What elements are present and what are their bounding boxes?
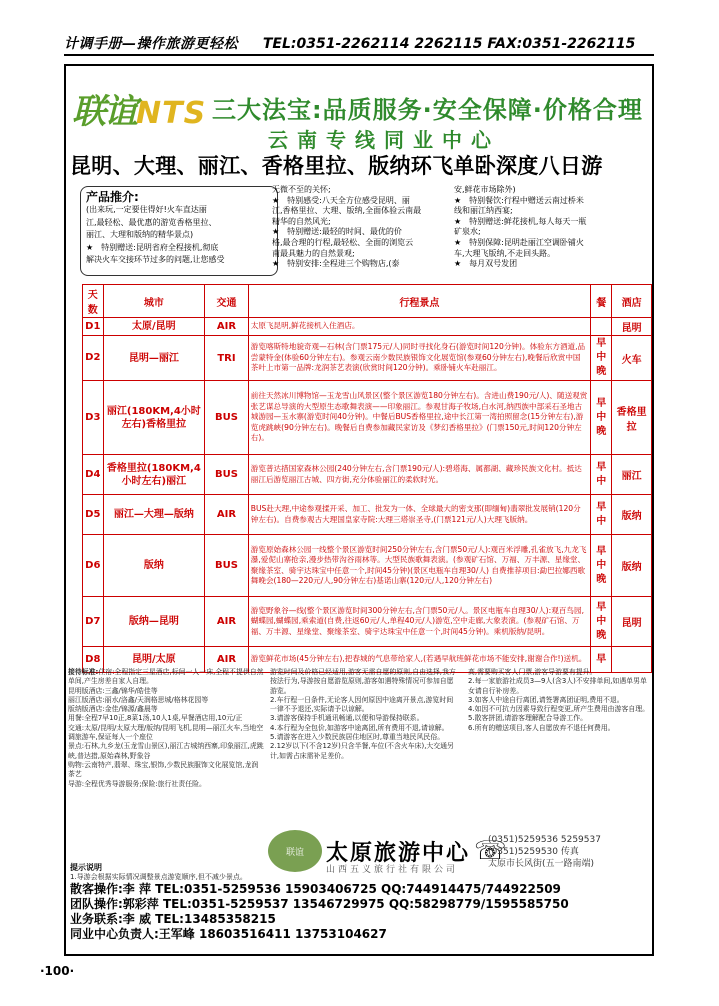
notes-section bbox=[68, 668, 652, 830]
intro-line: ★ 特别赠送:昆明省府全程接机,彻底 bbox=[86, 242, 219, 252]
day-cell: D5 bbox=[83, 495, 104, 535]
feature-line: ★ 特别保障:昆明赴丽江空调卧铺火 bbox=[454, 237, 584, 247]
center-subtitle: 云南专线同业中心 bbox=[268, 128, 500, 152]
note-paragraph bbox=[468, 677, 652, 696]
day-cell: D2 bbox=[83, 336, 104, 381]
feature-line: ★ 特别感受:八天全方位感受昆明、丽 bbox=[272, 195, 410, 205]
features-column-3 bbox=[454, 185, 650, 270]
center-name: 太原旅游中心 bbox=[326, 841, 471, 866]
intro-heading: 产品推介: bbox=[86, 190, 139, 204]
header-title: 计调手册—操作旅游更轻松 bbox=[64, 36, 238, 52]
note-paragraph bbox=[468, 714, 652, 723]
day-cell: D6 bbox=[83, 535, 104, 597]
intro-line: 丽江、大理和版纳的精华景点) bbox=[86, 230, 194, 239]
hotel-cell: 昆明 bbox=[612, 318, 652, 336]
note-paragraph bbox=[68, 687, 264, 696]
note-text: 交通:太原/昆明/太原大理/版纳/昆明飞机,昆明—丽江火车,当地空调旅游车,保证每人一个座位 bbox=[68, 723, 264, 742]
city-cell: 丽江—大理—版纳 bbox=[103, 495, 205, 535]
intro-line: 解决火车交接环节过多的问题,让您感受 bbox=[86, 255, 225, 264]
feature-line: 南最具魅力的自然景观; bbox=[272, 248, 355, 258]
center-contact-line: 太原市长风街(五一路南端) bbox=[488, 859, 595, 869]
center-subname: 山西五义旅行社有限公司 bbox=[326, 865, 459, 875]
day-cell: D1 bbox=[83, 318, 104, 336]
meal-cell: 早中 bbox=[591, 455, 612, 495]
feature-line: 矿泉水; bbox=[454, 227, 481, 237]
day-cell: D8 bbox=[83, 647, 104, 673]
feature-line: 安,鲜花市场除外) bbox=[454, 185, 516, 194]
center-contact-line: (0351)5259530 传真 bbox=[488, 847, 579, 857]
note-paragraph bbox=[270, 714, 460, 723]
meal-cell: 早中晚 bbox=[591, 336, 612, 381]
meal-cell: 早中晚 bbox=[591, 381, 612, 455]
product-intro-box bbox=[80, 186, 278, 276]
feature-line: ★ 特别赠送:鲜花接机,每人每天一瓶 bbox=[454, 216, 587, 226]
day-cell: D7 bbox=[83, 597, 104, 647]
transport-cell: AIR bbox=[205, 647, 249, 673]
note-text: 6.所有的赠送项目,客人自愿放弃不退任何费用。 bbox=[468, 723, 615, 732]
header-hotel: 酒店 bbox=[612, 285, 652, 318]
feature-line: ★ 每月双号发团 bbox=[454, 259, 518, 269]
header-meal: 餐 bbox=[591, 285, 612, 318]
meal-cell: 早中晚 bbox=[591, 535, 612, 597]
note-text: 游览时间及价格已经适用,游客无需自愿的原则,自由选择,我方按法行为,导游按自愿游览原则,游客如遇特殊情况可参加自愿游览。 bbox=[270, 668, 456, 695]
table-row bbox=[83, 455, 652, 495]
center-contact-line: (0351)5259536 5259537 bbox=[488, 835, 601, 845]
tour-title: 昆明、大理、丽江、香格里拉、版纳环飞单卧深度八日游 bbox=[70, 154, 603, 178]
logo-en-text: NTS bbox=[136, 96, 207, 131]
header-schedule: 行程景点 bbox=[248, 285, 590, 318]
hotel-cell: 昆明 bbox=[612, 597, 652, 647]
note-paragraph bbox=[270, 696, 460, 715]
schedule-cell: 游览普达措国家森林公园(240分钟左右,含门票190元/人):碧塔海、属都湖、藏珍民族文化村。抵达丽江后游览丽江古城、四方街,充分体验丽江的柔软时光。 bbox=[248, 455, 590, 495]
note-text: 购物:云南特产,翡翠、珠宝,银饰,少数民族服饰文化展览馆,龙润茶艺 bbox=[68, 760, 259, 779]
tips-heading: 提示说明 bbox=[70, 863, 102, 872]
slogan: 三大法宝:品质服务·安全保障·价格合理 bbox=[212, 96, 643, 124]
hotel-cell: 香格里拉 bbox=[612, 381, 652, 455]
table-header-row bbox=[83, 285, 652, 318]
note-text: 昆明版酒店:三鑫/锦华/皓佳等 bbox=[68, 686, 158, 695]
itinerary-table bbox=[82, 284, 652, 673]
meal-cell: 早 bbox=[591, 647, 612, 673]
note-paragraph bbox=[270, 742, 460, 761]
note-text: 4.本行程为全包价,如游客中途离团,所有费用不退,请谅解。 bbox=[270, 723, 449, 732]
contact-line: 团队操作:郭彩萍 TEL:0351-5259537 13546729975 QQ:58298779/1595585750 bbox=[70, 897, 569, 911]
header-transport: 交通 bbox=[205, 285, 249, 318]
page-header bbox=[64, 33, 654, 53]
note-paragraph bbox=[68, 780, 264, 789]
notes-column-1 bbox=[68, 668, 264, 789]
note-text: 5.散客拼团,请游客理解配合导游工作。 bbox=[468, 714, 588, 723]
city-cell: 太原/昆明 bbox=[103, 318, 205, 336]
note-heading: 接待标准: bbox=[68, 668, 99, 676]
feature-line: ★ 特别安排:全程进三个购物店,(泰 bbox=[272, 259, 400, 269]
note-text: 3.请游客保持手机通讯畅通,以便和导游保持联系。 bbox=[270, 714, 424, 723]
schedule-cell: BUS赴大理,中途参观揉开采、加工、批发为一体、全球最大的密支那(即缅甸)翡翠批发展销(120分钟左右)。自费参观古大理国皇家寺院:大理三塔崇圣寺,(门票121元/人)大理飞版纳。 bbox=[248, 495, 590, 535]
note-paragraph bbox=[68, 668, 264, 687]
note-text: 高,需要购买客人门票,游客导游要有提升。 bbox=[468, 668, 597, 676]
table-row bbox=[83, 336, 652, 381]
note-paragraph bbox=[270, 733, 460, 742]
schedule-cell: 前往天然冰川博物馆—玉龙雪山风景区(整个景区游览180分钟左右)。含进山费190元/人)、随送观赏张艺谋总导演的大型原生态歌舞表演——印象丽江。参观甘海子牧场,白水河,纳西族中部采石圣地古城游园—玉水寨(游览时间40分钟)。中餐后BUS香格里拉,途中长江第一湾拍照留念(15分钟左右),游览虎跳峡(90分钟左右)。晚餐后自费参加藏民家访及《梦幻香格里拉》(门票150元,时间120分钟左右)。 bbox=[248, 381, 590, 455]
schedule-cell: 游览喀斯特地貌奇观—石林(含门票175元/人)同时寻找化身石(游览时间120分钟)。体验东方酒道,品尝蒙特金(体验60分钟左右)。参观云南少数民族银饰文化展览馆(参观60分钟左右),晚餐后欣赏中国茶叶上市第一品牌:龙润茶艺表演(欣赏时间120分钟)。乘卧铺火车赴丽江。 bbox=[248, 336, 590, 381]
note-text: 用餐:全程7早10正,8菜1汤,10人1桌,早餐酒店用,10元/正 bbox=[68, 714, 243, 723]
phone-icon: ☏ bbox=[474, 836, 507, 866]
note-paragraph bbox=[68, 724, 264, 743]
note-text: 2.每一家旅游社成员3—9人(含3人)不安排单间,如遇单男单女请自行补房差。 bbox=[468, 677, 647, 695]
feature-line: 无微不至的关怀; bbox=[272, 185, 331, 194]
city-cell: 版纳—昆明 bbox=[103, 597, 205, 647]
schedule-cell: 游览原始森林公园一线整个景区游览时间250分钟左右,含门票50元/人):观百米浮雕,孔雀放飞,九龙飞瀑,爱伲山寨抢亲,漫步热带沟谷雨林等。大型民族歌舞表演。(参观矿石馆、万福、万丰源、星缘堂、聚缘茶室、骑宇达珠宝中任意一个,时间45分钟)(景区电瓶车自理30/人) 自费推荐项目:勐巴拉娜西歌舞晚会(180—220元/人,90分钟左右)基诺山寨(120元/人,120分钟左右) bbox=[248, 535, 590, 597]
city-cell: 香格里拉(180KM,4小时左右)丽江 bbox=[103, 455, 205, 495]
note-paragraph bbox=[68, 696, 264, 705]
transport-cell: BUS bbox=[205, 535, 249, 597]
page-number: ·100· bbox=[40, 964, 75, 978]
feature-line: ★ 特别赠送:最轻的时间、最优的价 bbox=[272, 227, 402, 237]
hotel-cell: 版纳 bbox=[612, 535, 652, 597]
table-row bbox=[83, 597, 652, 647]
notes-column-3 bbox=[468, 668, 652, 733]
table-row bbox=[83, 381, 652, 455]
note-text: 5.请游客在进入少数民族居住地区时,尊重当地民风民俗。 bbox=[270, 733, 445, 742]
meal-cell: 早中 bbox=[591, 495, 612, 535]
transport-cell: BUS bbox=[205, 455, 249, 495]
transport-cell: AIR bbox=[205, 495, 249, 535]
feature-line: 江,香格里拉、大理、版纳,全面体验云南最 bbox=[272, 206, 422, 216]
table-row bbox=[83, 318, 652, 336]
note-text: 版纳版酒店:金佳/锦源/鑫晨等 bbox=[68, 705, 158, 714]
city-cell: 昆明/太原 bbox=[103, 647, 205, 673]
feature-line: 精华的自然风光; bbox=[272, 216, 331, 226]
logo-cn-text: 联谊 bbox=[72, 92, 136, 132]
note-paragraph bbox=[270, 724, 460, 733]
note-paragraph bbox=[68, 714, 264, 723]
schedule-cell: 游览鲜花市场(45分钟左右),把春城的气息带给家人,(若遇早航班鲜花市场不能安排,谢谢合作!)送机。 bbox=[248, 647, 590, 673]
schedule-cell: 游览野象谷—线(整个景区游览时间300分钟左右,含门票50元/人。景区电瓶车自理30/人):观百鸟园,蝴蝶园,蝴蝶园,乘索道(自费,往返60元/人,单程40元/人)游览,空中走廊,大象表演。(参观矿石馆、万福、万丰源、星缘堂、聚缘茶室、骑宇达珠宝中任意一个,时间45分钟)。乘机版纳/昆明。 bbox=[248, 597, 590, 647]
header-phone: TEL:0351-2262114 2262115 FAX:0351-2262115 bbox=[262, 36, 636, 52]
note-text: 2.车行程一日条件,无论客人因何原因中途离开景点,游览时间一律不予退还,实际请予以谅解。 bbox=[270, 695, 454, 714]
header-city: 城市 bbox=[103, 285, 205, 318]
table-row bbox=[83, 535, 652, 597]
meal-cell: 早中晚 bbox=[591, 597, 612, 647]
footer-logo: 联谊 bbox=[268, 830, 322, 872]
schedule-cell: 太原飞昆明,鲜花接机入住酒店。 bbox=[248, 318, 590, 336]
note-paragraph bbox=[468, 696, 652, 705]
feature-line: ★ 特别餐饮:行程中赠送云南过桥米 bbox=[454, 195, 584, 205]
note-text: 丽江版酒店:丽水/洛鑫/天润格思城/格林花园等 bbox=[68, 695, 209, 704]
contact-line: 散客操作:李 萍 TEL:0351-5259536 15903406725 QQ:744914475/744922509 bbox=[70, 882, 561, 896]
note-paragraph bbox=[68, 742, 264, 761]
contact-line: 业务联系:李 威 TEL:13485358215 bbox=[70, 912, 276, 926]
brand-logo bbox=[72, 84, 208, 132]
transport-cell: AIR bbox=[205, 318, 249, 336]
notes-column-2 bbox=[270, 668, 460, 761]
note-text: 导游:全程优秀导游服务;保险:旅行社责任险。 bbox=[68, 779, 206, 788]
features-column-2 bbox=[272, 185, 452, 270]
feature-line: 车,大理飞版纳,不走回头路。 bbox=[454, 248, 556, 258]
hotel-cell: 版纳 bbox=[612, 495, 652, 535]
hotel-cell: 丽江 bbox=[612, 455, 652, 495]
note-text: 景点:石林,九乡龙(玉龙雪山景区),丽江古城纳西寨,印象丽江,虎跳峡,普达措,原始森林,野象谷 bbox=[68, 742, 264, 760]
contacts-block bbox=[70, 882, 654, 942]
feature-line: 格,最合理的行程,最轻松、全面的浏览云 bbox=[272, 237, 414, 247]
meal-cell bbox=[591, 318, 612, 336]
city-cell: 昆明—丽江 bbox=[103, 336, 205, 381]
day-cell: D4 bbox=[83, 455, 104, 495]
center-contact bbox=[488, 834, 601, 870]
note-text: 4.如因不可抗力因素导致行程变更,所产生费用由游客自理。 bbox=[468, 705, 650, 714]
city-cell: 版纳 bbox=[103, 535, 205, 597]
city-cell: 丽江(180KM,4小时左右)香格里拉 bbox=[103, 381, 205, 455]
note-paragraph bbox=[468, 668, 652, 677]
hotel-cell: 火车 bbox=[612, 336, 652, 381]
header-day: 天数 bbox=[83, 285, 104, 318]
transport-cell: TRI bbox=[205, 336, 249, 381]
contact-line: 同业中心负责人:王军峰 18603516411 13753104627 bbox=[70, 927, 387, 941]
note-text: 2.12岁以下(不含12岁)只含半餐,车位(不含火车床),大交通另计,如需占床需补足差价。 bbox=[270, 742, 454, 760]
table-row bbox=[83, 495, 652, 535]
note-paragraph bbox=[270, 668, 460, 696]
note-text: 住宿:全程指定三星酒店,标间一人一床,全程不提供自然单间,产生房差自家人自理。 bbox=[68, 668, 264, 686]
intro-line: (出来玩,一定要住得好!火车直达丽 bbox=[86, 205, 207, 214]
transport-cell: BUS bbox=[205, 381, 249, 455]
note-paragraph bbox=[468, 724, 652, 733]
note-text: 3.如客人中途自行离团,请签署离团证明,费用不退。 bbox=[468, 695, 624, 704]
transport-cell: AIR bbox=[205, 597, 249, 647]
feature-line: 线和丽江纳西宴; bbox=[454, 206, 513, 216]
day-cell: D3 bbox=[83, 381, 104, 455]
note-paragraph bbox=[68, 761, 264, 780]
intro-line: 江,最轻松、最优惠的游览香格里拉、 bbox=[86, 217, 217, 227]
tips-text: 1.导游会根据实际情况调整景点游览顺序,但不减少景点。 bbox=[70, 873, 247, 881]
header-divider bbox=[64, 54, 654, 56]
